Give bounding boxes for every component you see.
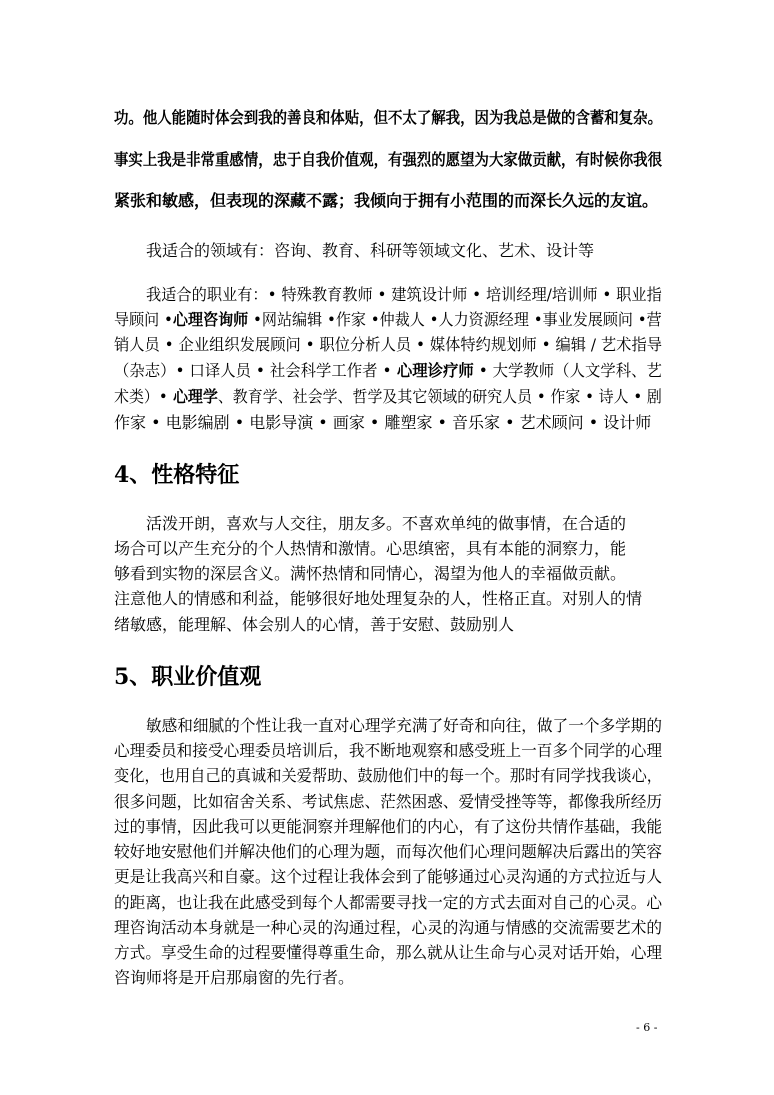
- career-highlight-therapist: 心理诊疗师: [391, 361, 474, 380]
- section-5-line-8: 的距离，也让我在此感受到每个人都需要寻找一定的方式去面对自己的心灵。心: [114, 893, 663, 912]
- careers-line-4: [114, 358, 662, 381]
- section-4-line-5: 绪敏感，能理解、体会别人的心情，善于安慰、鼓励别人: [114, 615, 515, 634]
- section-4-heading: 4、性格特征: [114, 462, 240, 488]
- section-4-line-3: 够看到实物的深层含义。满怀热情和同情心，渴望为他人的幸福做贡献。: [114, 564, 627, 583]
- careers-text: （杂志）• 口译人员 • 社会科学工作者 •: [114, 361, 392, 380]
- section-5-heading: 5、职业价值观: [114, 664, 262, 690]
- section-5-line-7: 更是让我高兴和自豪。这个过程让我体会到了能够通过心灵沟通的方式拉近与人: [114, 867, 663, 886]
- intro-line-1: 功。他人能随时体会到我的善良和体贴，但不太了解我，因为我总是做的含蓄和复杂。: [114, 108, 663, 127]
- section-5-line-10: 方式。享受生命的过程要懂得尊重生命，那么就从让生命与心灵对话开始，心理: [114, 943, 663, 962]
- section-5-line-9: 理咨询活动本身就是一种心灵的沟通过程，心灵的沟通与情感的交流需要艺术的: [114, 918, 663, 937]
- section-5-line-1: 敏感和细腻的个性让我一直对心理学充满了好奇和向往，做了一个多学期的: [146, 716, 663, 735]
- section-5-line-3: 变化，也用自己的真诚和关爱帮助、鼓励他们中的每一个。那时有同学找我谈心，: [114, 766, 663, 785]
- career-highlight-counselor: 心理咨询师: [172, 310, 249, 329]
- careers-line-2: [114, 307, 662, 330]
- careers-text: •网站编辑 •作家 •仲裁人 •人力资源经理 •事业发展顾问 •营: [248, 310, 662, 329]
- careers-line-6: 作家 • 电影编剧 • 电影导演 • 画家 • 雕塑家 • 音乐家 • 艺术顾问 • 设计师: [114, 413, 652, 432]
- careers-line-5: [114, 384, 662, 407]
- intro-line-2: 事实上我是非常重感情，忠于自我价值观，有强烈的愿望为大家做贡献，有时候你我很: [114, 150, 663, 169]
- suitable-fields: 我适合的领域有：咨询、教育、科研等领域文化、艺术、设计等: [146, 241, 595, 260]
- section-4-line-4: 注意他人的情感和利益，能够很好地处理复杂的人，性格正直。对别人的情: [114, 589, 643, 608]
- careers-line-1: 我适合的职业有：• 特殊教育教师 • 建筑设计师 • 培训经理/培训师 • 职业指: [146, 285, 662, 304]
- section-5-line-2: 心理委员和接受心理委员培训后，我不断地观察和感受班上一百多个同学的心理: [114, 741, 663, 760]
- section-4-line-2: 场合可以产生充分的个人热情和激情。心思缜密，具有本能的洞察力，能: [114, 539, 627, 558]
- section-5-line-4: 很多问题，比如宿舍关系、考试焦虑、茫然困惑、爱情受挫等等，都像我所经历: [114, 792, 663, 811]
- page-number: - 6 -: [636, 1021, 658, 1034]
- careers-text: 、教育学、社会学、哲学及其它领域的研究人员 • 作家 • 诗人 • 剧: [217, 387, 662, 406]
- section-5-line-5: 过的事情，因此我可以更能洞察并理解他们的内心，有了这份共情作基础，我能: [114, 817, 663, 836]
- career-highlight-psychology: 心理学: [167, 387, 218, 406]
- intro-line-3: 紧张和敏感，但表现的深藏不露；我倾向于拥有小范围的而深长久远的友谊。: [114, 191, 659, 210]
- careers-text: 导顾问 •: [114, 310, 173, 329]
- section-4-line-1: 活泼开朗，喜欢与人交往，朋友多。不喜欢单纯的做事情，在合适的: [146, 514, 627, 533]
- careers-text: 术类）•: [114, 387, 168, 406]
- section-5-line-6: 较好地安慰他们并解决他们的心理为题，而每次他们心理问题解决后露出的笑容: [114, 842, 663, 861]
- careers-line-3: 销人员 • 企业组织发展顾问 • 职位分析人员 • 媒体特约规划师 • 编辑 / 艺术指导: [114, 335, 663, 354]
- section-5-line-11: 咨询师将是开启那扇窗的先行者。: [114, 968, 355, 987]
- careers-text: • 大学教师（人文学科、艺: [473, 361, 662, 380]
